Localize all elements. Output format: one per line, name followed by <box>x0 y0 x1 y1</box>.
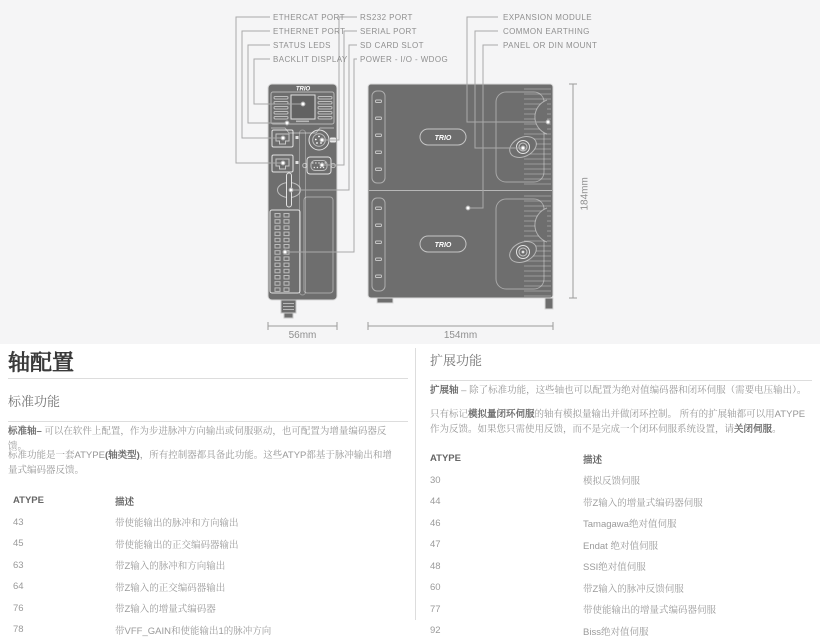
table-row: 48 SSI绝对值伺服 <box>430 560 646 574</box>
extended-axis-term: 扩展轴 <box>430 385 459 396</box>
callout-panel-or-din-mount: PANEL OR DIN MOUNT <box>503 41 598 50</box>
trio-logo-module: TRIO <box>434 135 452 142</box>
closed-loop-paragraph: 只有标记模拟量闭环伺服的轴有模拟量输出并做闭环控制。 所有的扩展轴都可以用ATYPE作为反馈。如果您只需使用反馈，而不是完成一个闭环伺服系统设置，请关闭伺服。 <box>430 409 806 435</box>
expansion-module-side-view <box>368 84 553 309</box>
dimension-56mm: 56mm <box>288 330 317 341</box>
dimension-184mm: 184mm <box>579 177 591 211</box>
extended-functions-subhead: 扩展功能 <box>430 353 483 368</box>
table-row: 45 带使能输出的正交编码器输出 <box>13 538 239 551</box>
din-foot-right <box>545 298 553 309</box>
standard-atype-paragraph: 标准功能是一套ATYPE(轴类型)，所有控制器都具备此功能。这些ATYP都基于脉冲输出和增量式编码器反馈。 <box>8 450 392 476</box>
trio-logo-small: TRIO <box>295 86 311 93</box>
callout-status-leds: STATUS LEDS <box>273 41 331 50</box>
callout-serial-port: SERIAL PORT <box>360 27 417 36</box>
callout-common-earthing: COMMON EARTHING <box>503 27 590 36</box>
table-row: 47 Endat 绝对值伺服 <box>430 539 658 552</box>
table-row: 78 带VFF_GAIN和使能输出1的脉冲方向 <box>13 624 272 637</box>
callout-rs232-port: RS232 PORT <box>360 13 413 22</box>
column-divider <box>415 348 416 620</box>
dimension-154mm: 154mm <box>443 330 478 341</box>
analog-closed-loop-term: 模拟量闭环伺服 <box>468 409 535 420</box>
trio-logo-module-2: TRIO <box>434 242 452 249</box>
title-rule <box>8 378 408 379</box>
controller-front-view <box>268 84 337 318</box>
callout-sd-card-slot: SD CARD SLOT <box>360 41 424 50</box>
column-header-desc: 描述 <box>583 454 603 466</box>
table-row: 43 带使能输出的脉冲和方向输出 <box>13 516 239 530</box>
callout-ethernet-port: ETHERNET PORT <box>273 27 346 36</box>
standard-axis-paragraph: 标准轴– 可以在软件上配置，作为步进脉冲方向输出或伺服驱动，也可配置为增量编码器反馈。 <box>8 426 387 452</box>
column-header-desc: 描述 <box>115 496 135 508</box>
servo-off-term: 关闭伺服 <box>734 423 773 435</box>
callout-power-io-wdog: POWER - I/O - WDOG <box>360 55 449 64</box>
table-row: 92 Biss绝对值伺服 <box>430 625 649 638</box>
column-header-atype: ATYPE <box>13 495 44 507</box>
column-header-atype: ATYPE <box>430 453 461 465</box>
page-title: 轴配置 <box>8 350 75 375</box>
din-foot <box>377 298 393 303</box>
bottom-connector <box>281 300 296 318</box>
standard-axis-term: 标准轴– <box>8 426 42 437</box>
table-row: 46 Tamagawa绝对值伺服 <box>430 517 677 531</box>
standard-atype-table <box>8 490 408 641</box>
table-header-row <box>430 448 812 470</box>
extended-functions-rule <box>430 380 812 381</box>
callout-backlit-display: BACKLIT DISPLAY <box>273 55 348 64</box>
standard-functions-rule <box>8 421 408 422</box>
table-row: 60 带Z输入的脉冲反馈伺服 <box>430 582 684 595</box>
table-row: 64 带Z输入的正交编码器输出 <box>13 581 226 594</box>
extended-atype-table <box>430 448 812 642</box>
table-row: 44 带Z输入的增量式编码器伺服 <box>430 496 703 509</box>
table-row: 76 带Z输入的增量式编码器 <box>13 602 216 616</box>
callout-expansion-module: EXPANSION MODULE <box>503 13 592 22</box>
backlit-display <box>291 95 315 119</box>
table-row: 30 模拟反馈伺服 <box>430 474 641 488</box>
callout-ethercat-port: ETHERCAT PORT <box>273 13 345 22</box>
axis-type-term: (轴类型) <box>104 450 140 461</box>
standard-functions-subhead: 标准功能 <box>8 394 61 409</box>
axis-configuration-section <box>0 344 820 640</box>
table-row: 63 带Z输入的脉冲和方向输出 <box>13 559 226 573</box>
table-header-row <box>8 490 408 512</box>
table-row: 77 带使能输出的增量式编码器伺服 <box>430 603 717 617</box>
extended-axis-paragraph: 扩展轴 – 除了标准功能，这些轴也可以配置为绝对值编码器和闭环伺服（需要电压输出）。 <box>430 385 807 396</box>
